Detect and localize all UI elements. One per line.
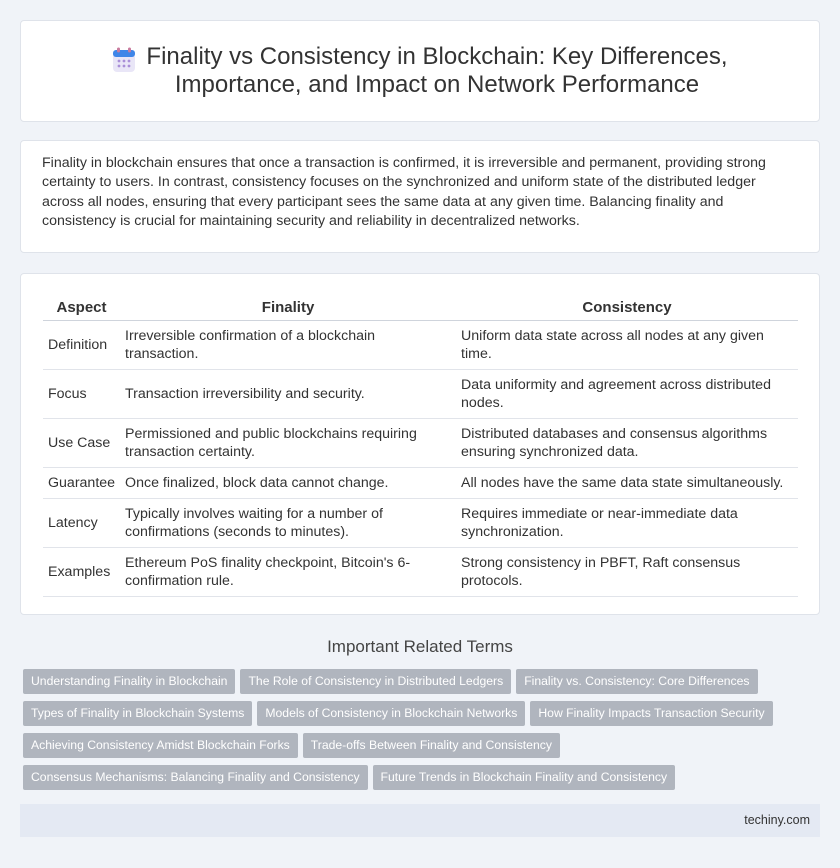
page-title-line2: Importance, and Impact on Network Performance xyxy=(174,71,700,98)
related-terms-title: Important Related Terms xyxy=(327,637,513,656)
table-row xyxy=(43,320,798,369)
cell-aspect: Examples xyxy=(43,547,120,596)
cell-aspect: Focus xyxy=(43,369,120,418)
title-wrap xyxy=(21,43,819,99)
page-title xyxy=(21,43,819,99)
related-term-tag[interactable]: Understanding Finality in Blockchain xyxy=(23,669,235,694)
calendar-icon xyxy=(112,47,136,73)
cell-finality: Once finalized, block data cannot change. xyxy=(120,467,456,498)
cell-aspect: Latency xyxy=(43,498,120,547)
cell-consistency: Data uniformity and agreement across distributed nodes. xyxy=(456,369,798,418)
related-term-tag[interactable]: How Finality Impacts Transaction Security xyxy=(530,701,772,726)
related-terms-list xyxy=(23,669,803,797)
footer xyxy=(20,804,820,837)
header-aspect: Aspect xyxy=(43,296,120,320)
related-term-tag[interactable]: Consensus Mechanisms: Balancing Finality and Consistency xyxy=(23,765,368,790)
table-header-row xyxy=(43,296,798,320)
related-term-tag[interactable]: The Role of Consistency in Distributed Ledgers xyxy=(240,669,511,694)
cell-aspect: Guarantee xyxy=(43,467,120,498)
footer-brand[interactable]: techiny.com xyxy=(744,813,810,827)
related-term-tag[interactable]: Future Trends in Blockchain Finality and Consistency xyxy=(373,765,676,790)
cell-finality: Ethereum PoS finality checkpoint, Bitcoin's 6-confirmation rule. xyxy=(120,547,456,596)
cell-finality: Irreversible confirmation of a blockchain transaction. xyxy=(120,320,456,369)
comparison-table-card xyxy=(20,273,820,615)
cell-consistency: Uniform data state across all nodes at any given time. xyxy=(456,320,798,369)
cell-finality: Typically involves waiting for a number of confirmations (seconds to minutes). xyxy=(120,498,456,547)
header-finality: Finality xyxy=(120,296,456,320)
related-term-tag[interactable]: Finality vs. Consistency: Core Differences xyxy=(516,669,757,694)
related-term-tag[interactable]: Trade-offs Between Finality and Consistency xyxy=(303,733,560,758)
page-title-line1: Finality vs Consistency in Blockchain: Key Differences, xyxy=(146,43,728,70)
table-row xyxy=(43,369,798,418)
cell-finality: Transaction irreversibility and security. xyxy=(120,369,456,418)
table-row xyxy=(43,547,798,596)
cell-finality: Permissioned and public blockchains requiring transaction certainty. xyxy=(120,418,456,467)
cell-consistency: Requires immediate or near-immediate data synchronization. xyxy=(456,498,798,547)
table-row xyxy=(43,498,798,547)
intro-paragraph: Finality in blockchain ensures that once a transaction is confirmed, it is irreversible and permanent, providing strong certainty to users. In contrast, consistency focuses on the synchronized and uniform state of the distributed ledger across all nodes, ensuring that every participant sees the same data at any given time. Balancing finality and consistency is crucial for maintaining security and reliability in decentralized networks. xyxy=(42,155,766,229)
comparison-table xyxy=(43,296,798,597)
related-term-tag[interactable]: Models of Consistency in Blockchain Networks xyxy=(257,701,525,726)
cell-consistency: Distributed databases and consensus algorithms ensuring synchronized data. xyxy=(456,418,798,467)
intro-card xyxy=(20,140,820,253)
related-term-tag[interactable]: Achieving Consistency Amidst Blockchain Forks xyxy=(23,733,298,758)
cell-consistency: All nodes have the same data state simultaneously. xyxy=(456,467,798,498)
cell-aspect: Definition xyxy=(43,320,120,369)
header-consistency: Consistency xyxy=(456,296,798,320)
related-term-tag[interactable]: Types of Finality in Blockchain Systems xyxy=(23,701,252,726)
table-row xyxy=(43,418,798,467)
header-card xyxy=(20,20,820,122)
cell-consistency: Strong consistency in PBFT, Raft consensus protocols. xyxy=(456,547,798,596)
cell-aspect: Use Case xyxy=(43,418,120,467)
table-row xyxy=(43,467,798,498)
